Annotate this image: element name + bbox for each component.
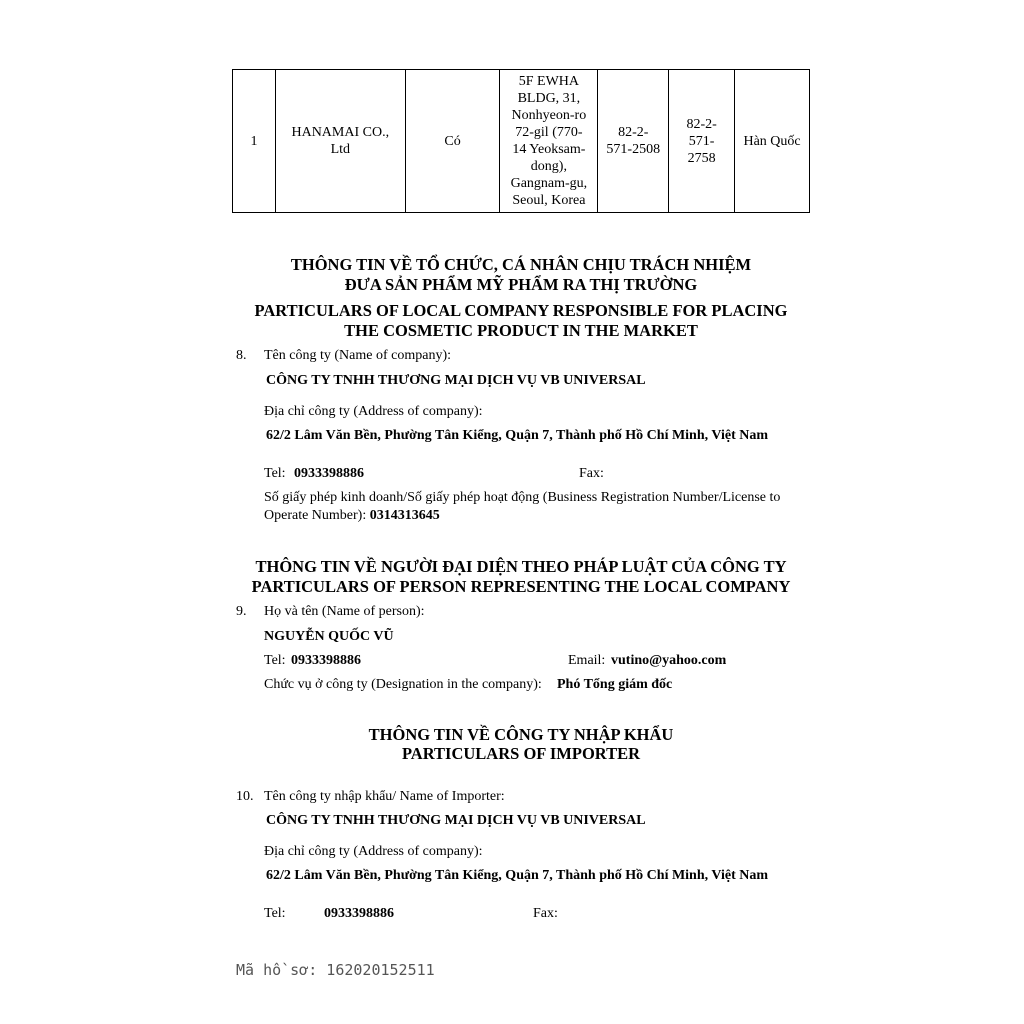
email-value: vutino@yahoo.com [611,653,727,668]
cell-country: Hàn Quốc [735,70,810,213]
fax-line: 82-2- [686,116,717,132]
tel-value: 0933398886 [324,906,394,921]
item-number: 9. [236,604,247,619]
section-title-vi: ĐƯA SẢN PHẨM MỸ PHẨM RA THỊ TRƯỜNG [344,275,698,294]
tel-label: Tel: [264,466,286,481]
cell-tel [598,70,669,213]
address-line: Seoul, Korea [512,193,586,208]
company-label: Tên công ty (Name of company): [264,348,451,363]
section-title-en: PARTICULARS OF IMPORTER [401,744,641,763]
section-title-vi: THÔNG TIN VỀ TỔ CHỨC, CÁ NHÂN CHỊU TRÁCH NHIỆM [290,255,752,274]
name-value: NGUYỄN QUỐC VŨ [264,629,394,644]
cell-has: Có [405,70,500,213]
company-value: CÔNG TY TNHH THƯƠNG MẠI DỊCH VỤ VB UNIVERSAL [266,813,646,828]
fax-line: 2758 [687,150,716,166]
manufacturer-table [232,69,810,213]
address-line: 72-gil (770- [515,125,583,140]
name-line: HANAMAI CO., [291,125,390,140]
cell-address [500,70,598,213]
tel-value: 0933398886 [291,653,361,668]
section-title-en: PARTICULARS OF LOCAL COMPANY RESPONSIBLE FOR PLACING [254,301,788,320]
license-label: Số giấy phép kinh doanh/Số giấy phép hoạt động (Business Registration Number/License to [264,490,781,505]
license-label-end: Operate Number): [264,508,367,523]
fax-label: Fax: [579,466,604,481]
record-code: Mã hồ sơ: 162020152511 [236,961,435,979]
table-row [233,70,810,213]
designation-label: Chức vụ ở công ty (Designation in the company): [264,677,542,692]
section-title-vi: THÔNG TIN VỀ CÔNG TY NHẬP KHẨU [368,725,674,744]
section-title-en: PARTICULARS OF PERSON REPRESENTING THE LOCAL COMPANY [251,577,791,596]
company-label: Tên công ty nhập khẩu/ Name of Importer: [264,789,505,804]
address-line: 5F EWHA [518,74,580,89]
tel-label: Tel: [264,906,286,921]
fax-label: Fax: [533,906,558,921]
cell-no: 1 [233,70,276,213]
license-value: 0314313645 [369,508,440,523]
license-label [264,507,440,524]
address-label: Địa chỉ công ty (Address of company): [264,404,483,419]
fax-line: 571- [688,133,715,149]
address-line: Nonhyeon-ro [511,108,587,123]
tel-value: 0933398886 [294,466,364,481]
address-value: 62/2 Lâm Văn Bền, Phường Tân Kiểng, Quận 7, Thành phố Hồ Chí Minh, Việt Nam [266,868,769,883]
address-line: 14 Yeoksam- [512,142,586,157]
address-line: Gangnam-gu, [510,176,588,191]
address-label: Địa chỉ công ty (Address of company): [264,844,483,859]
address-value: 62/2 Lâm Văn Bền, Phường Tân Kiểng, Quận 7, Thành phố Hồ Chí Minh, Việt Nam [266,428,769,443]
name-line: Ltd [330,142,351,157]
designation-value: Phó Tổng giám đốc [557,677,673,692]
tel-label: Tel: [264,653,286,668]
section-title-vi: THÔNG TIN VỀ NGƯỜI ĐẠI DIỆN THEO PHÁP LUẬT CỦA CÔNG TY [255,557,787,576]
item-number: 8. [236,348,247,363]
tel-line: 82-2- [618,125,649,140]
cell-name [275,70,405,213]
section-title-en: THE COSMETIC PRODUCT IN THE MARKET [344,321,698,340]
tel-line: 571-2508 [606,142,661,157]
email-label: Email: [568,653,606,668]
address-line: BLDG, 31, [517,91,581,106]
company-value: CÔNG TY TNHH THƯƠNG MẠI DỊCH VỤ VB UNIVERSAL [266,373,646,388]
address-line: dong), [530,159,567,174]
name-label: Họ và tên (Name of person): [264,604,425,619]
cell-fax [669,70,735,213]
item-number: 10. [236,789,254,804]
